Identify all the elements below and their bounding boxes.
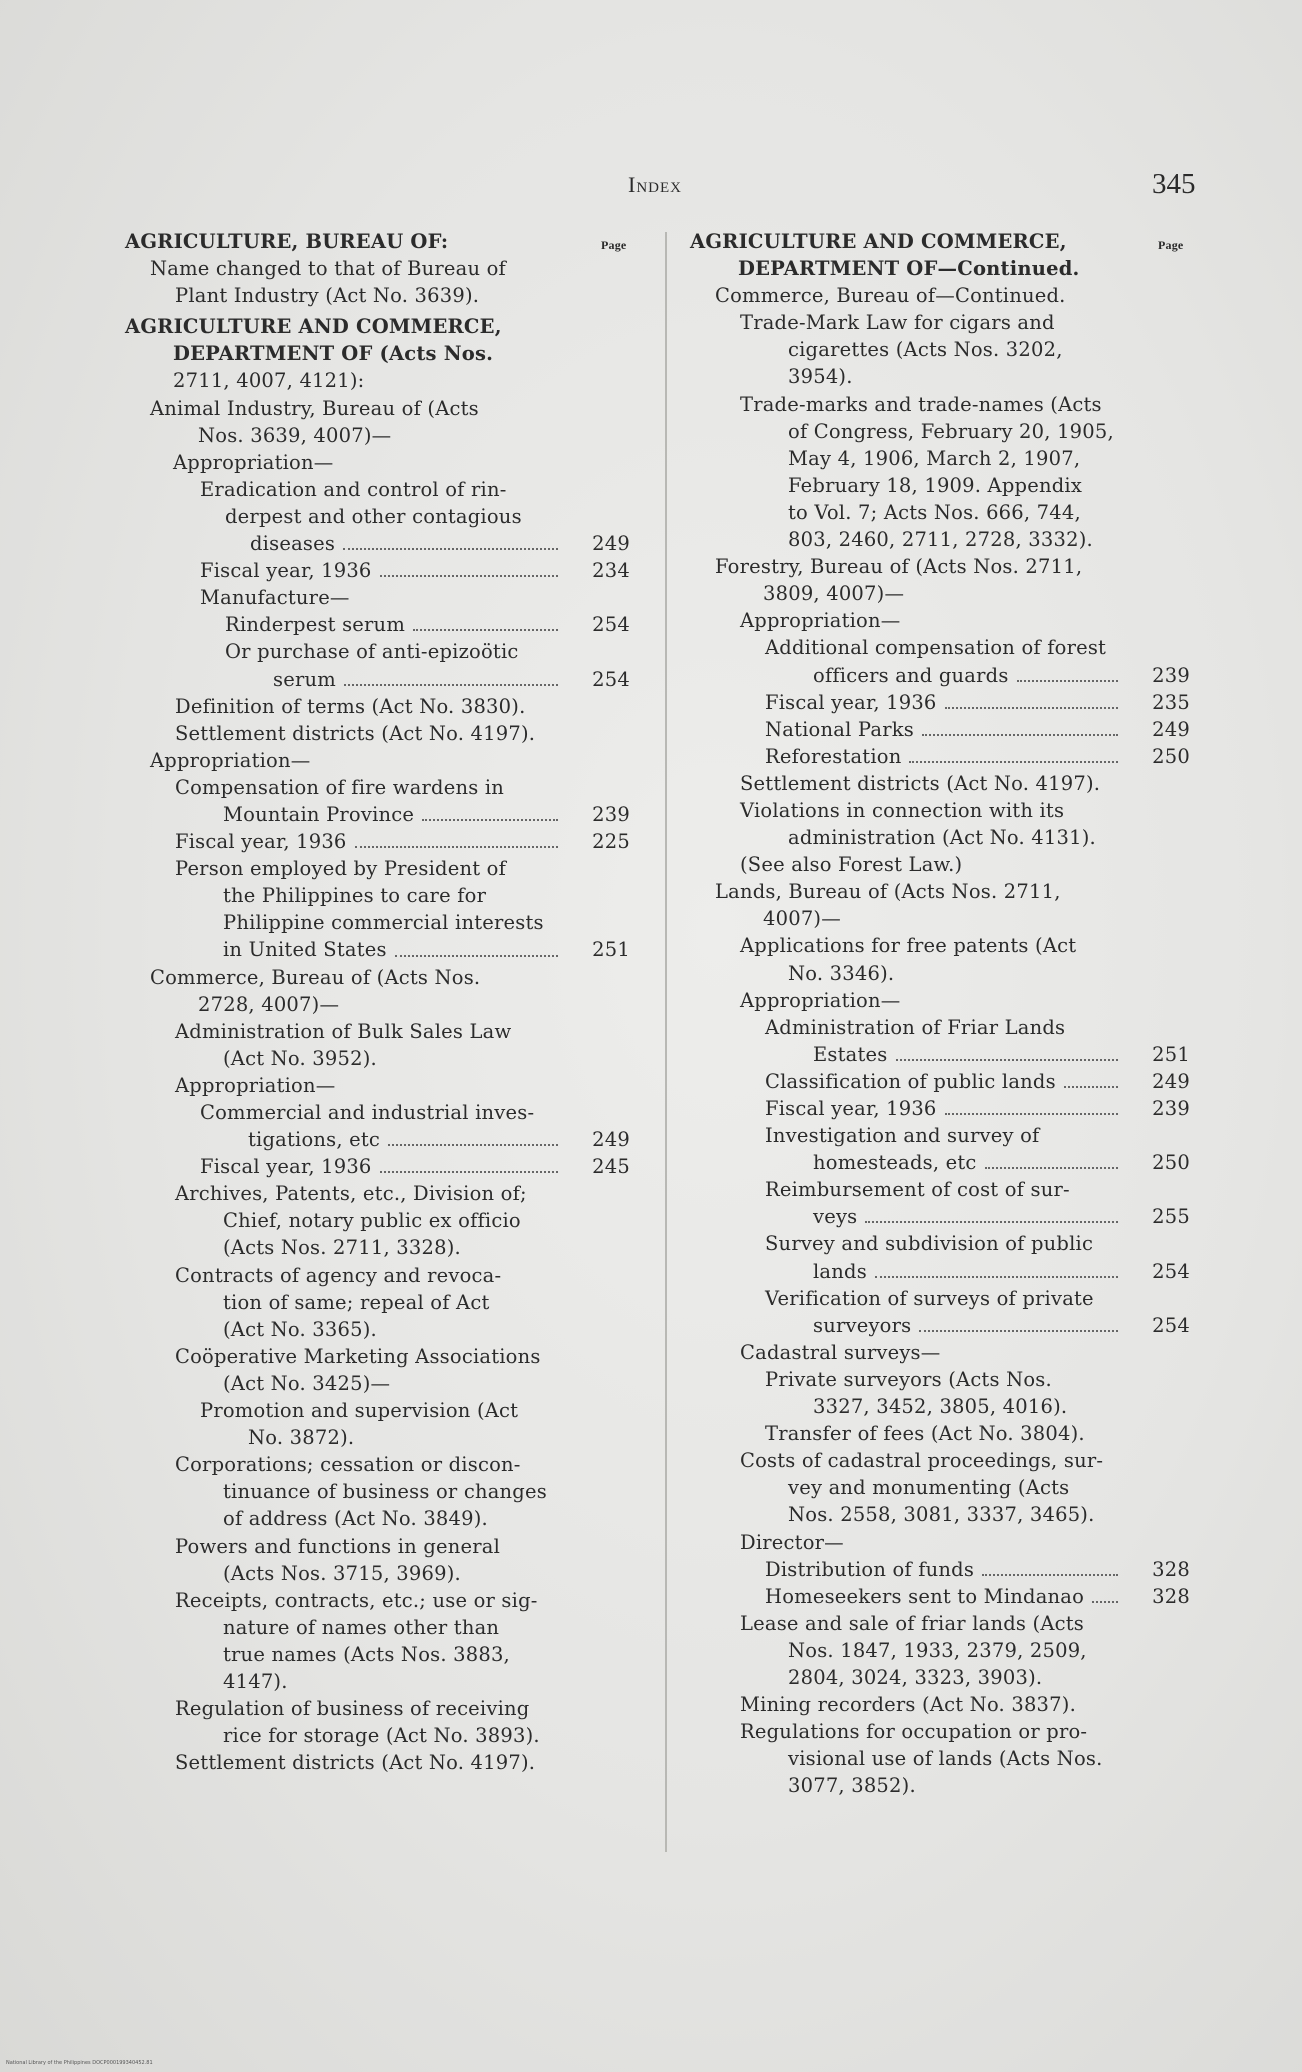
- index-entry-text: 2804, 3024, 3323, 3903).: [788, 1665, 1043, 1689]
- index-entry: [125, 228, 645, 255]
- index-entry: [125, 1533, 645, 1560]
- index-entry: [690, 391, 1202, 418]
- leader-dots: [945, 1113, 1118, 1115]
- index-entry-text: Fiscal year, 1936: [200, 559, 372, 583]
- index-entry-text: Transfer of fees (Act No. 3804).: [765, 1422, 1085, 1446]
- index-entry-text: 803, 2460, 2711, 2728, 3332).: [788, 528, 1093, 552]
- index-entry: [690, 689, 1202, 716]
- index-entry-text: Appropriation—: [740, 988, 901, 1012]
- index-entry: [690, 932, 1202, 959]
- index-entry-text: Corporations; cessation or discon-: [175, 1453, 521, 1477]
- index-entry: [690, 526, 1202, 553]
- index-entry: [125, 1614, 645, 1641]
- index-page-ref: 254: [1152, 1259, 1190, 1283]
- index-entry: [690, 445, 1202, 472]
- index-entry: [690, 336, 1202, 363]
- leader-dots: [945, 707, 1118, 709]
- index-entry-text: in United States: [223, 938, 387, 962]
- index-entry: [690, 363, 1202, 390]
- index-entry-text: Fiscal year, 1936: [175, 830, 347, 854]
- leader-dots: [982, 1574, 1118, 1576]
- index-entry: [690, 1447, 1202, 1474]
- index-entry-text: Lands, Bureau of (Acts Nos. 2711,: [715, 880, 1061, 904]
- index-entry: [690, 607, 1202, 634]
- index-entry: [125, 422, 645, 449]
- index-entry-text: AGRICULTURE, BUREAU OF:: [125, 230, 449, 253]
- index-entry-text: Philippine commercial interests: [223, 911, 544, 935]
- index-entry-text: No. 3872).: [248, 1426, 355, 1450]
- index-entry-text: cigarettes (Acts Nos. 3202,: [788, 338, 1063, 362]
- index-page-ref: 254: [1152, 1313, 1190, 1337]
- index-entry-text: Manufacture—: [200, 586, 350, 610]
- index-entry-text: Plant Industry (Act No. 3639).: [175, 284, 480, 308]
- index-entry: [125, 1126, 645, 1153]
- index-entry: [690, 553, 1202, 580]
- index-page-ref: 239: [1152, 663, 1190, 687]
- index-entry-text: Mining recorders (Act No. 3837).: [740, 1693, 1076, 1717]
- index-entry: [690, 797, 1202, 824]
- index-entry: [125, 1045, 645, 1072]
- index-entry-text: Settlement districts (Act No. 4197).: [175, 1751, 536, 1775]
- index-entry-text: Rinderpest serum: [225, 613, 406, 637]
- index-entry-text: Contracts of agency and revoca-: [175, 1263, 502, 1287]
- index-entry-text: nature of names other than: [223, 1615, 500, 1639]
- index-page-ref: 235: [1152, 690, 1190, 714]
- index-entry: [690, 1339, 1202, 1366]
- index-entry: [690, 824, 1202, 851]
- index-entry: [125, 1343, 645, 1370]
- index-entry-text: DEPARTMENT OF—Continued.: [738, 257, 1080, 281]
- index-entry: [690, 1285, 1202, 1312]
- index-entry-text: Archives, Patents, etc., Division of;: [175, 1182, 527, 1206]
- index-entry-text: vey and monumenting (Acts: [788, 1476, 1070, 1500]
- index-entry: [125, 557, 645, 584]
- index-entry: [690, 716, 1202, 743]
- index-entry: [125, 503, 645, 530]
- index-column-left: [125, 228, 645, 1776]
- index-entry-text: Settlement districts (Act No. 4197).: [740, 771, 1101, 795]
- index-entry: [125, 1207, 645, 1234]
- scan-footer: National Library of the Philippines DOCP000199340452.81: [6, 2060, 153, 2066]
- page-column-label: Page: [601, 238, 627, 252]
- index-entry-text: Powers and functions in general: [175, 1534, 501, 1558]
- index-entry: [690, 1583, 1202, 1610]
- index-entry-text: Appropriation—: [150, 748, 311, 772]
- index-entry: [690, 634, 1202, 661]
- index-entry-text: true names (Acts Nos. 3883,: [223, 1642, 510, 1666]
- index-entry: [690, 1366, 1202, 1393]
- index-entry-text: to Vol. 7; Acts Nos. 666, 744,: [788, 500, 1081, 524]
- index-entry: [125, 1289, 645, 1316]
- index-entry-text: Chief, notary public ex officio: [223, 1209, 521, 1233]
- index-entry-text: Regulation of business of receiving: [175, 1697, 530, 1721]
- leader-dots: [355, 846, 558, 848]
- index-entry: [125, 1451, 645, 1478]
- index-entry-text: February 18, 1909. Appendix: [788, 473, 1083, 497]
- index-entry-text: Administration of Friar Lands: [765, 1015, 1066, 1039]
- index-entry: [125, 1641, 645, 1668]
- index-entry-text: 3327, 3452, 3805, 4016).: [813, 1395, 1068, 1419]
- leader-dots: [380, 575, 558, 577]
- index-entry: [690, 1176, 1202, 1203]
- index-entry-text: tinuance of business or changes: [223, 1480, 547, 1504]
- index-page-ref: 328: [1152, 1557, 1190, 1581]
- leader-dots: [985, 1167, 1118, 1169]
- index-entry-text: Private surveyors (Acts Nos.: [765, 1367, 1052, 1391]
- index-entry: [125, 611, 645, 638]
- index-entry: [125, 801, 645, 828]
- index-entry: [690, 418, 1202, 445]
- index-page-ref: 251: [592, 938, 630, 962]
- index-page-ref: 255: [1152, 1205, 1190, 1229]
- index-page-ref: 250: [1152, 744, 1190, 768]
- index-entry-text: Applications for free patents (Act: [740, 934, 1077, 958]
- index-entry: [690, 1149, 1202, 1176]
- index-entry: [690, 1474, 1202, 1501]
- index-entry: [125, 1018, 645, 1045]
- leader-dots: [395, 955, 558, 957]
- index-entry-text: Nos. 1847, 1933, 2379, 2509,: [788, 1638, 1087, 1662]
- index-entry: [125, 367, 645, 394]
- index-entry-text: Commerce, Bureau of (Acts Nos.: [150, 965, 481, 989]
- index-entry-text: homesteads, etc: [813, 1151, 977, 1175]
- index-entry-text: 3809, 4007)—: [763, 582, 905, 606]
- index-entry: [125, 1262, 645, 1289]
- index-entry: [690, 770, 1202, 797]
- index-entry-text: Fiscal year, 1936: [765, 1097, 937, 1120]
- index-entry-text: Fiscal year, 1936: [200, 1155, 372, 1179]
- index-entry-text: Administration of Bulk Sales Law: [175, 1019, 512, 1043]
- index-entry-text: (Acts Nos. 3715, 3969).: [223, 1561, 461, 1585]
- index-entry-text: Nos. 2558, 3081, 3337, 3465).: [788, 1503, 1095, 1527]
- index-entry-text: Homeseekers sent to Mindanao: [765, 1584, 1085, 1608]
- index-entry-text: (Act No. 3952).: [223, 1046, 377, 1070]
- index-entry: [690, 1068, 1202, 1095]
- index-page-ref: 249: [1152, 717, 1190, 741]
- index-entry: [125, 666, 645, 693]
- index-entry: [125, 882, 645, 909]
- index-entry: [690, 1230, 1202, 1257]
- index-entry: [690, 228, 1202, 255]
- leader-dots: [1064, 1086, 1118, 1088]
- index-entry-text: Trade-marks and trade-names (Acts: [740, 392, 1102, 416]
- index-entry: [125, 1234, 645, 1261]
- index-entry-text: lands: [813, 1259, 867, 1283]
- index-entry-text: Appropriation—: [173, 450, 334, 474]
- index-entry-text: of address (Act No. 3849).: [223, 1507, 488, 1531]
- index-page-ref: 225: [592, 830, 630, 854]
- index-entry-text: Commerce, Bureau of—Continued.: [715, 284, 1066, 308]
- index-entry-text: Lease and sale of friar lands (Acts: [740, 1611, 1084, 1635]
- index-entry-text: (Act No. 3425)—: [223, 1371, 391, 1395]
- leader-dots: [388, 1144, 558, 1146]
- index-entry: [125, 282, 645, 309]
- index-entry: [690, 255, 1202, 282]
- index-page-ref: 239: [592, 802, 630, 826]
- index-entry-text: Director—: [740, 1530, 844, 1554]
- page-column-label: Page: [1158, 238, 1184, 252]
- index-entry: [690, 1501, 1202, 1528]
- index-entry-text: Commercial and industrial inves-: [200, 1101, 535, 1124]
- index-page-ref: 251: [1152, 1042, 1190, 1066]
- index-entry: [125, 1478, 645, 1505]
- index-entry-text: Settlement districts (Act No. 4197).: [175, 721, 536, 745]
- index-entry: [125, 774, 645, 801]
- index-entry: [125, 936, 645, 963]
- index-entry-text: Or purchase of anti-epizoötic: [225, 640, 519, 664]
- index-entry: [125, 1560, 645, 1587]
- index-entry: [125, 1722, 645, 1749]
- index-entry: [690, 580, 1202, 607]
- index-entry-text: Nos. 3639, 4007)—: [198, 423, 392, 447]
- index-entry: [125, 1587, 645, 1614]
- index-entry-text: Cadastral surveys—: [740, 1340, 941, 1364]
- index-entry-text: Mountain Province: [223, 802, 415, 826]
- index-entry: [690, 1772, 1202, 1799]
- page-number: 345: [1152, 168, 1196, 200]
- index-entry: [690, 1041, 1202, 1068]
- leader-dots: [344, 684, 558, 686]
- index-entry: [125, 1180, 645, 1207]
- leader-dots: [922, 734, 1118, 736]
- index-entry: [690, 743, 1202, 770]
- index-entry-text: Costs of cadastral proceedings, sur-: [740, 1449, 1104, 1473]
- index-entry: [690, 1095, 1202, 1122]
- index-entry-text: May 4, 1906, March 2, 1907,: [788, 446, 1081, 470]
- index-entry-text: Coöperative Marketing Associations: [175, 1344, 541, 1368]
- index-entry: [125, 1505, 645, 1532]
- leader-dots: [875, 1276, 1118, 1278]
- leader-dots: [896, 1059, 1118, 1061]
- index-entry: [125, 1072, 645, 1099]
- leader-dots: [909, 761, 1118, 763]
- index-entry-text: AGRICULTURE AND COMMERCE,: [125, 315, 502, 339]
- index-page-ref: 254: [592, 613, 630, 637]
- leader-dots: [919, 1330, 1118, 1332]
- index-entry-text: Person employed by President of: [175, 857, 507, 881]
- index-entry-text: Name changed to that of Bureau of: [150, 257, 506, 281]
- index-entry-text: rice for storage (Act No. 3893).: [223, 1724, 540, 1748]
- index-entry-text: Additional compensation of forest: [765, 636, 1107, 660]
- index-page-ref: 245: [592, 1155, 630, 1179]
- index-entry: [125, 747, 645, 774]
- index-entry-text: veys: [813, 1205, 858, 1229]
- index-entry-text: surveyors: [813, 1313, 912, 1337]
- index-entry-text: Estates: [813, 1042, 888, 1066]
- running-title: Index: [628, 172, 682, 197]
- index-entry-text: Promotion and supervision (Act: [200, 1399, 519, 1423]
- index-entry-text: Reimbursement of cost of sur-: [765, 1178, 1070, 1202]
- index-entry-text: Regulations for occupation or pro-: [740, 1720, 1088, 1744]
- leader-dots: [1017, 680, 1118, 682]
- index-entry: [125, 638, 645, 665]
- index-entry-text: of Congress, February 20, 1905,: [788, 419, 1114, 443]
- index-entry: [125, 340, 645, 367]
- index-entry-text: 3954).: [788, 365, 853, 389]
- index-entry-text: serum: [273, 667, 336, 691]
- index-page-ref: 249: [1152, 1069, 1190, 1093]
- index-entry-text: Compensation of fire wardens in: [175, 775, 505, 799]
- index-entry: [690, 960, 1202, 987]
- index-entry-text: 2711, 4007, 4121):: [173, 369, 365, 393]
- index-entry-text: AGRICULTURE AND COMMERCE,: [690, 230, 1067, 253]
- index-entry-text: Trade-Mark Law for cigars and: [740, 311, 1055, 335]
- index-entry-text: officers and guards: [813, 663, 1009, 687]
- index-entry-text: Violations in connection with its: [740, 798, 1065, 822]
- index-entry: [690, 1258, 1202, 1285]
- index-entry-text: 2728, 4007)—: [198, 992, 340, 1016]
- column-divider: [665, 232, 667, 1852]
- index-entry: [125, 909, 645, 936]
- index-entry-text: administration (Act No. 4131).: [788, 826, 1096, 850]
- index-entry-text: 3077, 3852).: [788, 1774, 916, 1798]
- leader-dots: [1092, 1601, 1118, 1603]
- index-entry-text: National Parks: [765, 717, 914, 741]
- leader-dots: [343, 548, 558, 550]
- index-entry: [125, 395, 645, 422]
- index-entry-text: Definition of terms (Act No. 3830).: [175, 694, 526, 718]
- index-entry: [125, 1397, 645, 1424]
- index-page-ref: 249: [592, 532, 630, 556]
- index-entry: [125, 855, 645, 882]
- index-column-right: [690, 228, 1202, 1799]
- index-entry: [125, 720, 645, 747]
- index-entry-text: (Acts Nos. 2711, 3328).: [223, 1236, 461, 1260]
- index-page-ref: 239: [1152, 1097, 1190, 1120]
- index-entry: [125, 530, 645, 557]
- index-page-ref: 234: [592, 559, 630, 583]
- index-entry: [125, 1668, 645, 1695]
- index-entry-text: Verification of surveys of private: [765, 1286, 1094, 1310]
- index-entry: [690, 1718, 1202, 1745]
- running-head: [0, 168, 1302, 208]
- index-entry-text: 4147).: [223, 1669, 288, 1693]
- index-entry: [690, 1203, 1202, 1230]
- index-entry-text: 4007)—: [763, 907, 841, 931]
- index-entry-text: Animal Industry, Bureau of (Acts: [150, 396, 479, 420]
- index-entry: [690, 851, 1202, 878]
- index-entry: [690, 1420, 1202, 1447]
- index-entry: [690, 987, 1202, 1014]
- index-entry-text: Fiscal year, 1936: [765, 690, 937, 714]
- index-entry: [125, 1424, 645, 1451]
- index-entry: [125, 1695, 645, 1722]
- index-entry: [690, 309, 1202, 336]
- index-entry-text: Distribution of funds: [765, 1557, 975, 1581]
- index-entry: [125, 449, 645, 476]
- index-entry-text: DEPARTMENT OF (Acts Nos.: [173, 342, 494, 366]
- index-entry: [690, 1312, 1202, 1339]
- index-entry: [125, 476, 645, 503]
- index-entry: [690, 1664, 1202, 1691]
- index-entry-text: (Act No. 3365).: [223, 1317, 377, 1341]
- index-entry: [690, 1691, 1202, 1718]
- leader-dots: [380, 1171, 558, 1173]
- index-page-ref: 328: [1152, 1584, 1190, 1608]
- index-entry-text: Receipts, contracts, etc.; use or sig-: [175, 1588, 538, 1612]
- index-entry: [690, 1745, 1202, 1772]
- index-entry: [690, 1556, 1202, 1583]
- index-entry: [125, 1316, 645, 1343]
- index-entry: [690, 472, 1202, 499]
- index-entry-text: Investigation and survey of: [765, 1124, 1040, 1148]
- index-entry-text: diseases: [250, 532, 336, 556]
- index-entry-text: Appropriation—: [740, 609, 901, 633]
- index-entry: [690, 1393, 1202, 1420]
- index-entry-text: derpest and other contagious: [225, 504, 522, 528]
- leader-dots: [413, 629, 558, 631]
- index-entry: [690, 1610, 1202, 1637]
- index-entry: [125, 991, 645, 1018]
- index-entry: [125, 964, 645, 991]
- index-entry-text: Appropriation—: [175, 1073, 336, 1097]
- index-entry-text: Eradication and control of rin-: [200, 477, 507, 501]
- index-entry: [690, 878, 1202, 905]
- index-page-ref: 254: [592, 667, 630, 691]
- index-entry-text: tigations, etc: [248, 1128, 381, 1152]
- index-entry: [125, 1370, 645, 1397]
- index-entry-text: visional use of lands (Acts Nos.: [788, 1747, 1103, 1771]
- index-entry: [125, 1153, 645, 1180]
- index-entry-text: (See also Forest Law.): [740, 853, 963, 877]
- index-entry: [125, 828, 645, 855]
- index-entry: [690, 499, 1202, 526]
- index-entry-text: tion of same; repeal of Act: [223, 1290, 490, 1314]
- index-entry-text: Survey and subdivision of public: [765, 1232, 1094, 1256]
- index-entry-text: Forestry, Bureau of (Acts Nos. 2711,: [715, 555, 1083, 579]
- index-entry-text: Classification of public lands: [765, 1069, 1056, 1093]
- index-entry: [125, 1749, 645, 1776]
- index-entry: [125, 584, 645, 611]
- leader-dots: [422, 819, 558, 821]
- index-entry: [690, 1529, 1202, 1556]
- index-entry: [690, 905, 1202, 932]
- index-entry-text: the Philippines to care for: [223, 884, 487, 908]
- index-entry: [690, 282, 1202, 309]
- index-entry-text: No. 3346).: [788, 961, 895, 985]
- index-entry: [125, 1099, 645, 1126]
- leader-dots: [865, 1221, 1118, 1223]
- index-entry-text: Reforestation: [765, 744, 902, 768]
- index-entry: [690, 662, 1202, 689]
- index-entry: [125, 255, 645, 282]
- index-entry: [125, 693, 645, 720]
- index-entry: [690, 1637, 1202, 1664]
- index-entry: [125, 313, 645, 340]
- index-page-ref: 250: [1152, 1151, 1190, 1175]
- index-entry: [690, 1014, 1202, 1041]
- index-page-ref: 249: [592, 1128, 630, 1152]
- index-entry: [690, 1122, 1202, 1149]
